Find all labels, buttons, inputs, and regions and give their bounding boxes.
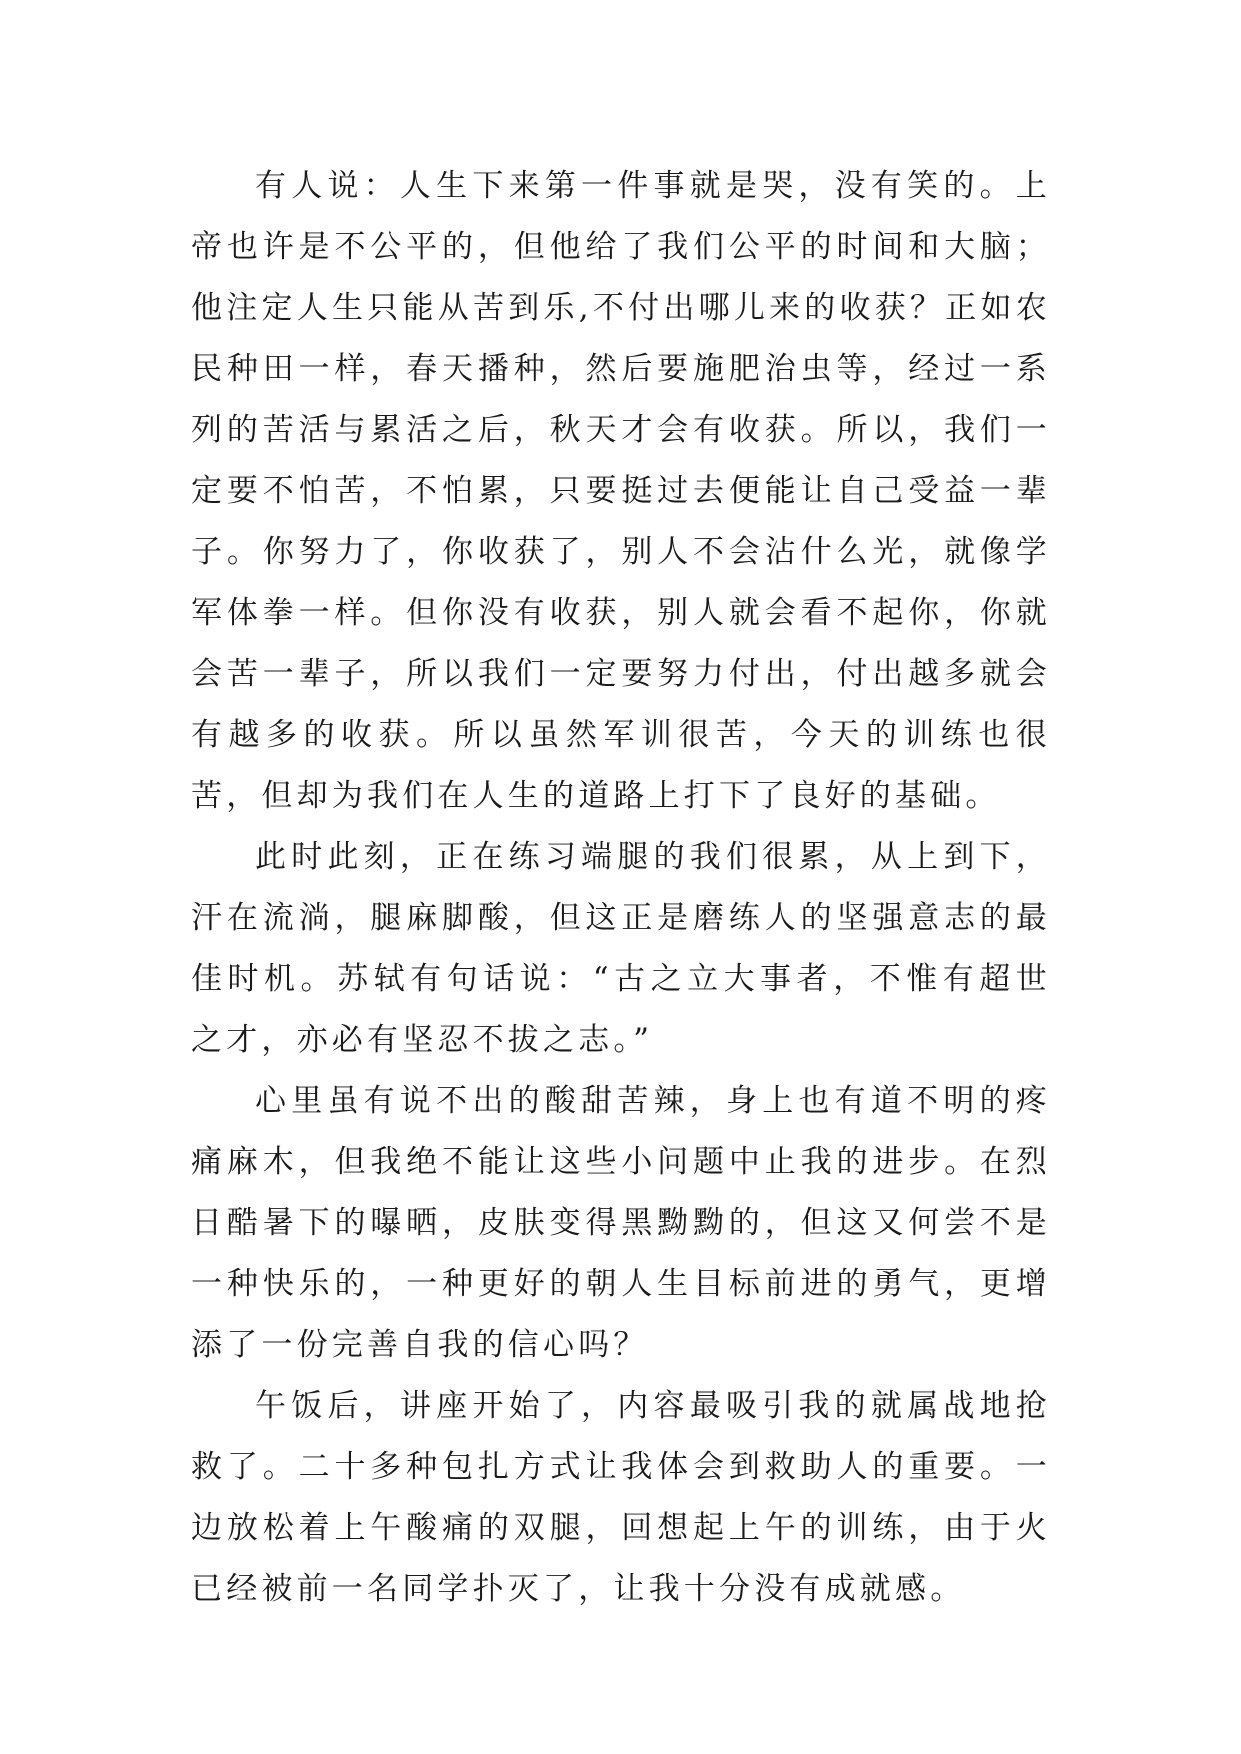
paragraph-1: 有人说：人生下来第一件事就是哭，没有笑的。上帝也许是不公平的，但他给了我们公平的时间和大脑；他注定人生只能从苦到乐,不付出哪儿来的收获？正如农民种田一样，春天播种，然后要施肥治虫等，经过一系列的苦活与累活之后，秋天才会有收获。所以，我们一定要不怕苦，不怕累，只要挺过去便能让自己受益一辈子。你努力了，你收获了，别人不会沾什么光，就像学军体拳一样。但你没有收获，别人就会看不起你，你就会苦一辈子，所以我们一定要努力付出，付出越多就会有越多的收获。所以虽然军训很苦，今天的训练也很苦，但却为我们在人生的道路上打下了良好的基础。 — [191, 168, 1051, 814]
paragraph-3: 心里虽有说不出的酸甜苦辣，身上也有道不明的疼痛麻木，但我绝不能让这些小问题中止我的进步。在烈日酷暑下的曝晒，皮肤变得黑黝黝的，但这又何尝不是一种快乐的，一种更好的朝人生目标前进的勇气，更增添了一份完善自我的信心吗？ — [191, 1083, 1051, 1363]
paragraph-2: 此时此刻，正在练习端腿的我们很累，从上到下，汗在流淌，腿麻脚酸，但这正是磨练人的坚强意志的最佳时机。苏轼有句话说：“古之立大事者，不惟有超世之才，亦必有坚忍不拔之志。” — [191, 839, 1051, 1058]
paragraph-4: 午饭后，讲座开始了，内容最吸引我的就属战地抢救了。二十多种包扎方式让我体会到救助人的重要。一边放松着上午酸痛的双腿，回想起上午的训练，由于火已经被前一名同学扑灭了，让我十分没有成就感。 — [191, 1388, 1051, 1607]
document-body — [191, 156, 1051, 1620]
